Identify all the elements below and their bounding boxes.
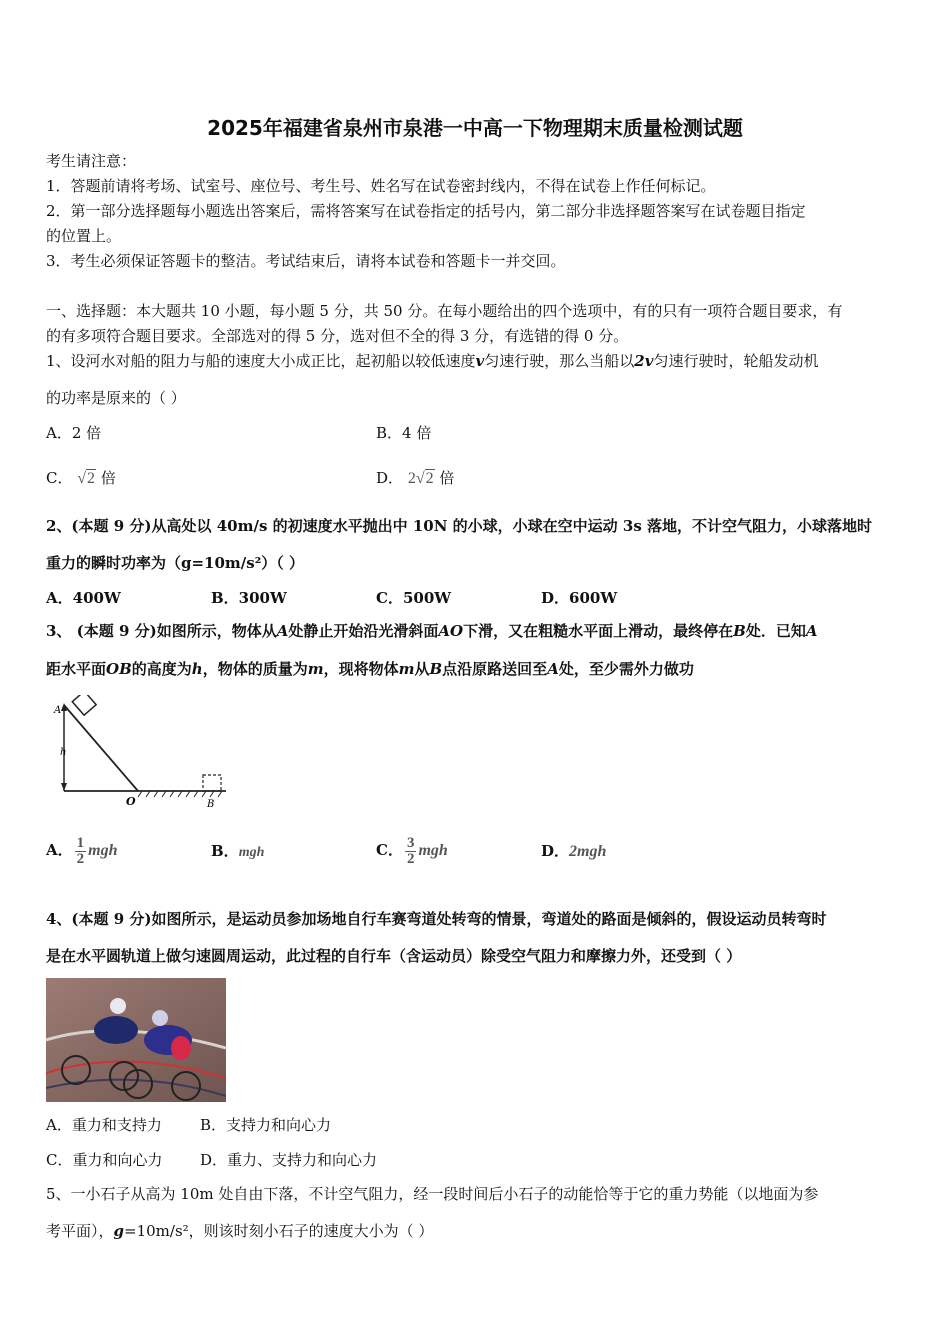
q4-stem: 4、(本题 9 分)如图所示，是运动员参加场地自行车赛弯道处转弯的情景，弯道处的路面是倾斜的，假设运动员转弯时 [46, 910, 827, 928]
q3-text: 处．已知 [745, 622, 806, 640]
page-title: 2025年福建省泉州市泉港一中高一下物理期末质量检测试题 [207, 116, 743, 140]
q1-stem [46, 350, 906, 372]
q1-text: 匀速行驶，那么当船以 [484, 352, 635, 370]
q1-stem: 的功率是原来的（ ） [46, 389, 186, 407]
q1-option-c-label: C． [46, 469, 73, 487]
q1-option-d[interactable] [376, 460, 454, 497]
q3-var: m [307, 660, 324, 678]
q1-var-2v: 2v [634, 352, 654, 370]
q3-text: 的高度为 [131, 660, 192, 678]
q3-text: 下滑，又在粗糙水平面上滑动，最终停在 [463, 622, 734, 640]
q1-var-v: v [475, 352, 485, 370]
q3-text: 处，至少需外力做功 [558, 660, 694, 678]
q4-option-b[interactable]: B．支持力和向心力 [200, 1116, 332, 1134]
q4-option-d[interactable]: D．重力、支持力和向心力 [200, 1151, 378, 1169]
q3-var: B [733, 622, 746, 640]
notice-heading: 考生请注意： [46, 152, 137, 170]
notice-item: 3．考生必须保证答题卡的整洁。考试结束后，请将本试卷和答题卡一并交回。 [46, 252, 566, 270]
math-expression: mgh [238, 845, 265, 860]
q3-stem [46, 620, 906, 642]
notice-item: 2．第一部分选择题每小题选出答案后，需将答案写在试卷指定的括号内，第二部分非选择题答案写在试卷题目指定 [46, 202, 806, 220]
block-at-b-dashed [203, 775, 221, 791]
q3-var: m [398, 660, 415, 678]
math-expression: mgh [418, 842, 448, 859]
q3-option-c[interactable] [376, 830, 448, 871]
q1-option-a[interactable]: A．2 倍 [46, 424, 102, 442]
q5-var-g: g [113, 1222, 125, 1240]
q4-option-a[interactable]: A．重力和支持力 [46, 1116, 162, 1134]
q3-text: 从 [414, 660, 430, 678]
q3-text: 3、 (本题 9 分)如图所示，物体从 [46, 622, 277, 640]
fraction-denominator: 2 [406, 850, 415, 867]
q3-stem [46, 658, 906, 680]
q2-option-d[interactable]: D．600W [541, 589, 618, 607]
q5-text: 考平面）， [46, 1222, 114, 1240]
q3-option-b[interactable] [211, 840, 264, 864]
label-h: h [60, 747, 67, 758]
q4-option-c[interactable]: C．重力和向心力 [46, 1151, 163, 1169]
label-b: B [207, 799, 215, 810]
notice-item: 的位置上。 [46, 227, 122, 245]
q1-text: 1、设河水对船的阻力与船的速度大小成正比，起初船以较低速度 [46, 352, 476, 370]
ground-hatching [138, 791, 222, 797]
math-expression: 2mgh [569, 843, 607, 860]
q3-text: ，物体的质量为 [202, 660, 308, 678]
q1-option-d-label: D． [376, 469, 404, 487]
sqrt-expression: 2√2 [407, 470, 434, 487]
q1-option-d-unit: 倍 [439, 469, 455, 487]
q2-option-b[interactable]: B．300W [211, 589, 287, 607]
label-o: O [126, 795, 136, 808]
q3-option-d-label: D． [541, 842, 570, 860]
q3-option-a-label: A． [46, 841, 73, 859]
q5-stem [46, 1220, 906, 1242]
q5-text: =10m/s²，则该时刻小石子的速度大小为（ ） [124, 1222, 434, 1240]
q3-text: 距水平面 [46, 660, 107, 678]
block-on-incline [72, 695, 96, 715]
q3-var: OB [106, 660, 132, 678]
fraction-numerator: 3 [406, 834, 415, 851]
q3-option-c-label: C． [376, 841, 403, 859]
q1-option-c-unit: 倍 [100, 469, 116, 487]
height-arrow-bottom [61, 783, 67, 791]
incline-diagram [46, 695, 236, 815]
fraction-numerator: 1 [76, 834, 85, 851]
section-intro: 的有多项符合题目要求。全部选对的得 5 分，选对但不全的得 3 分，有选错的得 0 分。 [46, 327, 629, 345]
q2-stem: 重力的瞬时功率为（g=10m/s²）（ ） [46, 554, 305, 572]
q3-text: 处静止开始沿光滑斜面 [288, 622, 439, 640]
q3-text: 点沿原路送回至 [442, 660, 548, 678]
incline-surface [64, 705, 138, 791]
radicand: 2 [87, 470, 96, 487]
q3-option-a[interactable] [46, 830, 117, 871]
q2-option-a[interactable]: A．400W [46, 589, 121, 607]
math-expression: mgh [88, 842, 118, 859]
notice-item: 1．答题前请将考场、试室号、座位号、考生号、姓名写在试卷密封线内，不得在试卷上作任何标记。 [46, 177, 716, 195]
q2-option-c[interactable]: C．500W [376, 589, 452, 607]
q5-stem: 5、一小石子从高为 10m 处自由下落，不计空气阻力，经一段时间后小石子的动能恰等于它的重力势能（以地面为参 [46, 1185, 819, 1203]
fraction-denominator: 2 [76, 850, 85, 867]
q4-stem: 是在水平圆轨道上做匀速圆周运动，此过程的自行车（含运动员）除受空气阻力和摩擦力外，还受到（ ） [46, 947, 742, 965]
section-intro: 一、选择题：本大题共 10 小题，每小题 5 分，共 50 分。在每小题给出的四个选项中，有的只有一项符合题目要求，有 [46, 302, 843, 320]
q3-option-b-label: B． [211, 842, 239, 860]
q3-option-d[interactable] [541, 840, 606, 863]
q1-text: 匀速行驶时，轮船发动机 [653, 352, 819, 370]
cyclists-photo [46, 978, 226, 1102]
q3-var: A [276, 622, 289, 640]
q3-var: AO [438, 622, 464, 640]
coefficient: 2 [407, 470, 416, 487]
radicand: 2 [425, 470, 434, 487]
q1-option-c[interactable] [46, 460, 116, 497]
label-a: A [54, 705, 62, 716]
q3-var: A [805, 622, 818, 640]
q2-stem: 2、(本题 9 分)从高处以 40m/s 的初速度水平抛出中 10N 的小球，小球在空中运动 3s 落地，不计空气阻力，小球落地时 [46, 517, 872, 535]
fraction [75, 836, 87, 867]
q3-text: ，现将物体 [323, 660, 399, 678]
q3-var: B [429, 660, 443, 678]
sqrt-expression: √2 [77, 470, 96, 487]
q3-var: h [191, 660, 203, 678]
fraction [405, 836, 417, 867]
q1-option-b[interactable]: B．4 倍 [376, 424, 432, 442]
q3-var: A [547, 660, 559, 678]
